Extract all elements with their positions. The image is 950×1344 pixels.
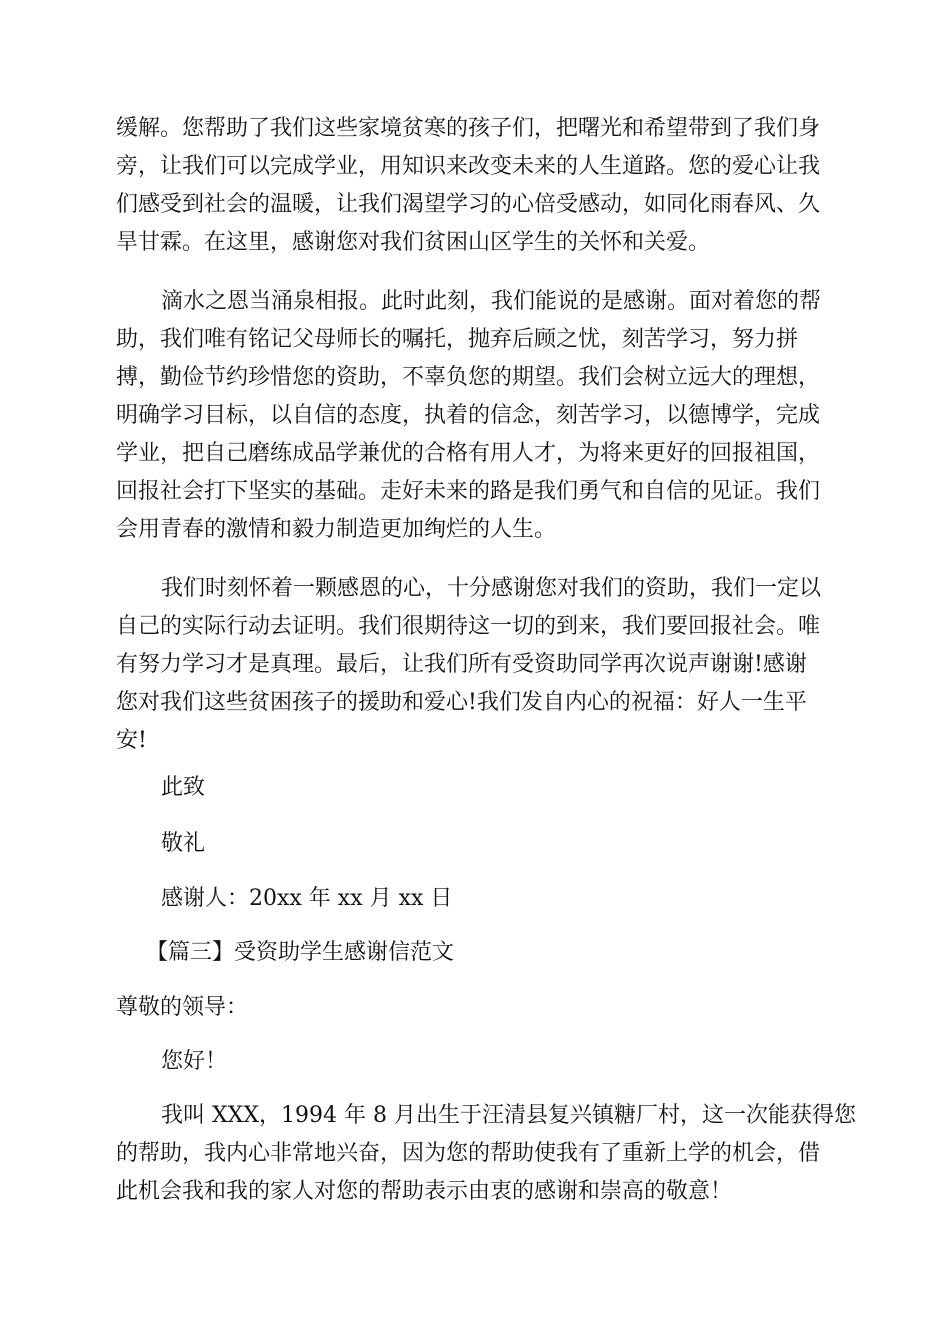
closing-jingli: 敬礼 — [161, 831, 206, 856]
salutation: 尊敬的领导： — [116, 995, 249, 1020]
greeting: 您好！ — [161, 1049, 228, 1074]
paragraph-line: 回报社会打下坚实的基础。走好未来的路是我们勇气和自信的见证。我们 — [116, 479, 821, 504]
paragraph-line: 缓解。您帮助了我们这些家境贫寒的孩子们，把曙光和希望带到了我们身 — [116, 116, 821, 141]
paragraph-line: 学业，把自己磨练成品学兼优的合格有用人才，为将来更好的回报祖国， — [116, 441, 821, 466]
section-title: 【篇三】受资助学生感谢信范文 — [146, 940, 455, 965]
paragraph-line: 此机会我和我的家人对您的帮助表示由衷的感谢和崇高的敬意！ — [116, 1179, 733, 1204]
paragraph-line: 有努力学习才是真理。最后，让我们所有受资助同学再次说声谢谢!感谢 — [116, 652, 807, 677]
paragraph-line: 旱甘霖。在这里，感谢您对我们贫困山区学生的关怀和关爱。 — [116, 230, 711, 255]
paragraph-line: 的帮助，我内心非常地兴奋，因为您的帮助使我有了重新上学的机会，借 — [116, 1141, 821, 1166]
paragraph-line: 搏，勤俭节约珍惜您的资助，不辜负您的期望。我们会树立远大的理想， — [116, 365, 821, 390]
paragraph-line: 明确学习目标，以自信的态度，执着的信念，刻苦学习，以德博学，完成 — [116, 403, 821, 428]
paragraph-line: 您对我们这些贫困孩子的援助和爱心!我们发自内心的祝福：好人一生平 — [116, 690, 807, 715]
paragraph-line: 我叫 XXX，1994 年 8 月出生于汪清县复兴镇糖厂村，这一次能获得您 — [161, 1103, 856, 1128]
paragraph-line: 安! — [116, 728, 147, 753]
paragraph-line: 们感受到社会的温暖，让我们渴望学习的心倍受感动，如同化雨春风、久 — [116, 192, 821, 217]
paragraph-line: 自己的实际行动去证明。我们很期待这一切的到来，我们要回报社会。唯 — [116, 614, 821, 639]
signature-date: 感谢人：20xx 年 xx 月 xx 日 — [161, 886, 453, 911]
paragraph-line: 旁，让我们可以完成学业，用知识来改变未来的人生道路。您的爱心让我 — [116, 154, 821, 179]
paragraph-line: 助，我们唯有铭记父母师长的嘱托，抛弃后顾之忧，刻苦学习，努力拼 — [116, 327, 799, 352]
paragraph-line: 滴水之恩当涌泉相报。此时此刻，我们能说的是感谢。面对着您的帮 — [161, 289, 822, 314]
closing-cizhi: 此致 — [161, 775, 206, 800]
paragraph-line: 我们时刻怀着一颗感恩的心，十分感谢您对我们的资助，我们一定以 — [161, 576, 822, 601]
paragraph-line: 会用青春的激情和毅力制造更加绚烂的人生。 — [116, 517, 557, 542]
